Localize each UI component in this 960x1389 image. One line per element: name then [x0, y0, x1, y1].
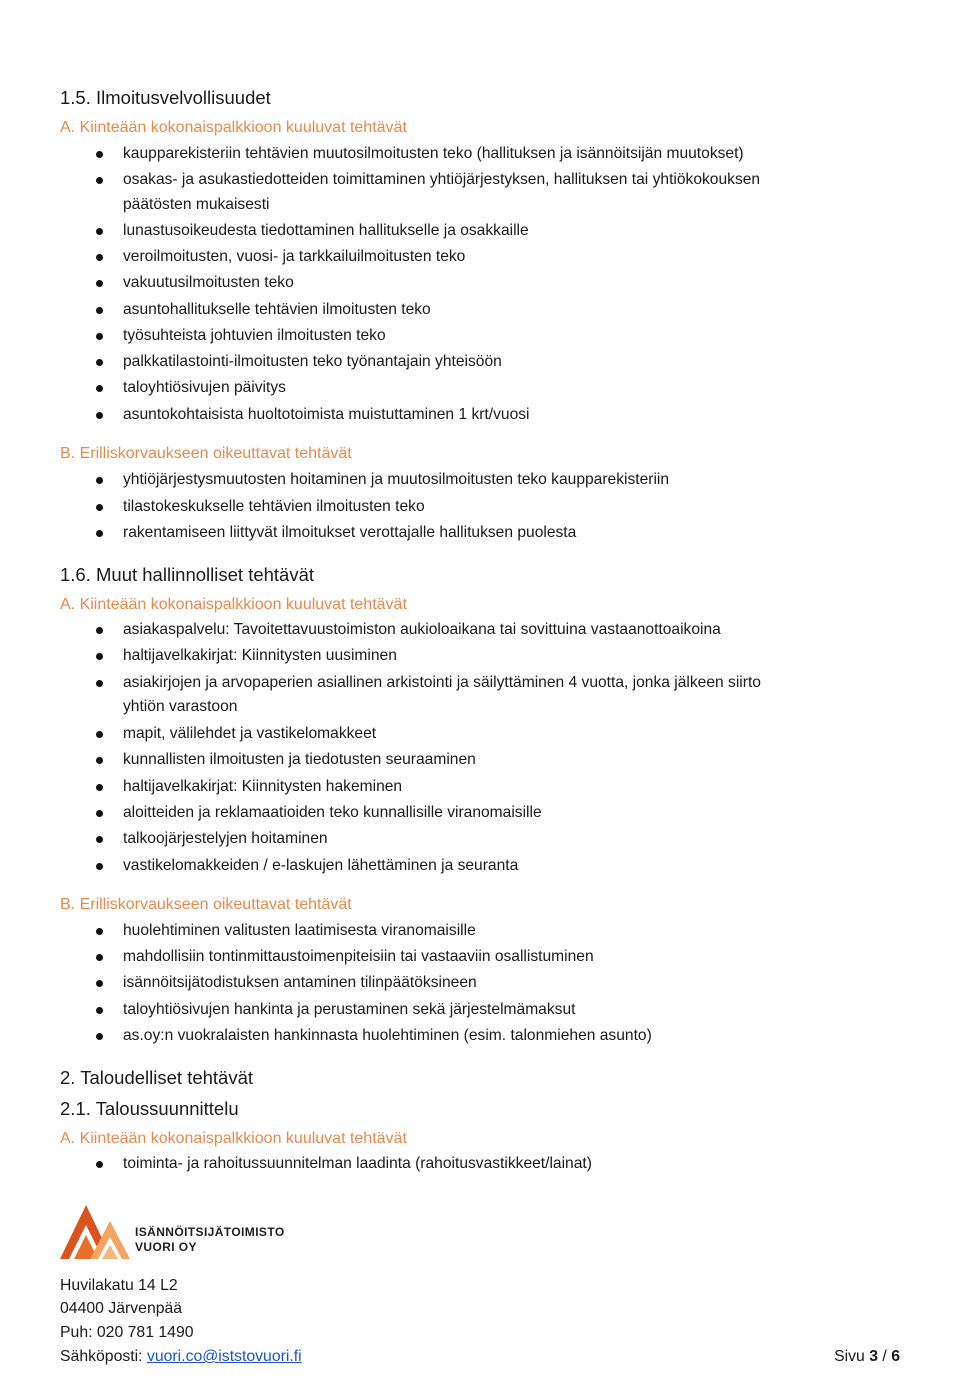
bullet: [96, 1033, 103, 1040]
bullet: [96, 280, 103, 287]
subsection-label: A. Kiinteään kokonaispalkkioon kuuluvat tehtävät: [60, 1130, 407, 1147]
bullet: [96, 757, 103, 764]
list-item: yhtiöjärjestysmuutosten hoitaminen ja muutosilmoitusten teko kaupparekisteriin: [123, 471, 670, 488]
subsection-label: A. Kiinteään kokonaispalkkioon kuuluvat tehtävät: [60, 596, 407, 613]
list-item: asuntokohtaisista huoltotoimista muistuttaminen 1 krt/vuosi: [123, 406, 530, 423]
list-item: asiakaspalvelu: Tavoitettavuustoimiston aukioloaikana tai sovittuina vastaanottoaikoina: [123, 621, 721, 638]
bullet: [96, 412, 103, 419]
bullet: [96, 836, 103, 843]
bullet: [96, 810, 103, 817]
bullet: [96, 177, 103, 184]
bullet: [96, 1161, 103, 1168]
logo-line-1: ISÄNNÖITSIJÄTOIMISTO: [135, 1225, 285, 1239]
list-item: työsuhteista johtuvien ilmoitusten teko: [123, 327, 386, 344]
bullet: [96, 1007, 103, 1014]
page-label: Sivu: [834, 1348, 870, 1365]
bullet: [96, 359, 103, 366]
bullet: [96, 627, 103, 634]
list-item: taloyhtiösivujen hankinta ja perustaminen sekä järjestelmämaksut: [123, 1001, 576, 1018]
phone: Puh: 020 781 1490: [60, 1324, 194, 1341]
section-heading: 1.5. Ilmoitusvelvollisuudet: [60, 87, 271, 108]
bullet: [96, 530, 103, 537]
list-item: mapit, välilehdet ja vastikelomakkeet: [123, 725, 377, 742]
subsection-label: B. Erilliskorvaukseen oikeuttavat tehtävät: [60, 445, 352, 462]
bullet: [96, 863, 103, 870]
list-item: rakentamiseen liittyvät ilmoitukset verottajalle hallituksen puolesta: [123, 524, 577, 541]
bullet: [96, 307, 103, 314]
list-item: isännöitsijätodistuksen antaminen tilinpäätöksineen: [123, 974, 477, 991]
bullet: [96, 477, 103, 484]
list-item: kunnallisten ilmoitusten ja tiedotusten seuraaminen: [123, 751, 476, 768]
list-item: haltijavelkakirjat: Kiinnitysten uusiminen: [123, 647, 397, 664]
list-item: asuntohallitukselle tehtävien ilmoitusten teko: [123, 301, 431, 318]
list-item: osakas- ja asukastiedotteiden toimittaminen yhtiöjärjestyksen, hallituksen tai yhtiökokouksen: [123, 171, 761, 188]
list-item: asiakirjojen ja arvopaperien asiallinen arkistointi ja säilyttäminen 4 vuotta, jonka jälkeen siirto: [123, 674, 761, 691]
logo-wordmark: [135, 1225, 285, 1255]
page-current: 3: [869, 1348, 879, 1365]
list-item: veroilmoitusten, vuosi- ja tarkkailuilmoitusten teko: [123, 248, 466, 265]
subsection-label: A. Kiinteään kokonaispalkkioon kuuluvat tehtävät: [60, 119, 407, 136]
section-heading: 2. Taloudelliset tehtävät: [60, 1067, 254, 1088]
list-item: aloitteiden ja reklamaatioiden teko kunnallisille viranomaisille: [123, 804, 542, 821]
subsection-heading: 2.1. Taloussuunnittelu: [60, 1098, 239, 1119]
company-logo: [60, 1203, 300, 1259]
list-item: talkoojärjestelyjen hoitaminen: [123, 830, 328, 847]
page-total: 6: [891, 1348, 900, 1365]
bullet: [96, 954, 103, 961]
page-separator: /: [878, 1348, 892, 1365]
list-item-continuation: päätösten mukaisesti: [123, 196, 270, 213]
bullet: [96, 504, 103, 511]
list-item: tilastokeskukselle tehtävien ilmoitusten teko: [123, 498, 425, 515]
list-item: haltijavelkakirjat: Kiinnitysten hakeminen: [123, 778, 403, 795]
list-item: vakuutusilmoitusten teko: [123, 274, 294, 291]
address-street: Huvilakatu 14 L2: [60, 1277, 178, 1294]
email-label: Sähköposti:: [60, 1348, 147, 1365]
list-item: kaupparekisteriin tehtävien muutosilmoitusten teko (hallituksen ja isännöitsijän muutokset): [123, 145, 744, 162]
bullet: [96, 333, 103, 340]
bullet: [96, 784, 103, 791]
email-line: [60, 1347, 302, 1367]
list-item: palkkatilastointi-ilmoitusten teko työnantajain yhteisöön: [123, 353, 502, 370]
bullet: [96, 254, 103, 261]
bullet: [96, 385, 103, 392]
mountain-logo-icon: [60, 1203, 130, 1259]
bullet: [96, 653, 103, 660]
bullet: [96, 731, 103, 738]
address-city: 04400 Järvenpää: [60, 1300, 183, 1317]
bullet: [96, 980, 103, 987]
list-item: mahdollisiin tontinmittaustoimenpiteisiin tai vastaaviin osallistuminen: [123, 948, 594, 965]
list-item: taloyhtiösivujen päivitys: [123, 379, 286, 396]
list-item: as.oy:n vuokralaisten hankinnasta huolehtiminen (esim. talonmiehen asunto): [123, 1027, 652, 1044]
list-item-continuation: yhtiön varastoon: [123, 698, 238, 715]
list-item: toiminta- ja rahoitussuunnitelman laadinta (rahoitusvastikkeet/lainat): [123, 1155, 592, 1172]
section-heading: 1.6. Muut hallinnolliset tehtävät: [60, 564, 315, 585]
logo-line-2: VUORI OY: [135, 1240, 197, 1254]
bullet: [96, 928, 103, 935]
list-item: vastikelomakkeiden / e-laskujen lähettäminen ja seuranta: [123, 857, 519, 874]
bullet: [96, 680, 103, 687]
email-link[interactable]: vuori.co@iststovuori.fi: [146, 1348, 302, 1365]
page-number: [834, 1347, 900, 1367]
list-item: huolehtiminen valitusten laatimisesta viranomaisille: [123, 922, 476, 939]
bullet: [96, 228, 103, 235]
list-item: lunastusoikeudesta tiedottaminen hallitukselle ja osakkaille: [123, 222, 529, 239]
bullet: [96, 151, 103, 158]
subsection-label: B. Erilliskorvaukseen oikeuttavat tehtävät: [60, 896, 352, 913]
